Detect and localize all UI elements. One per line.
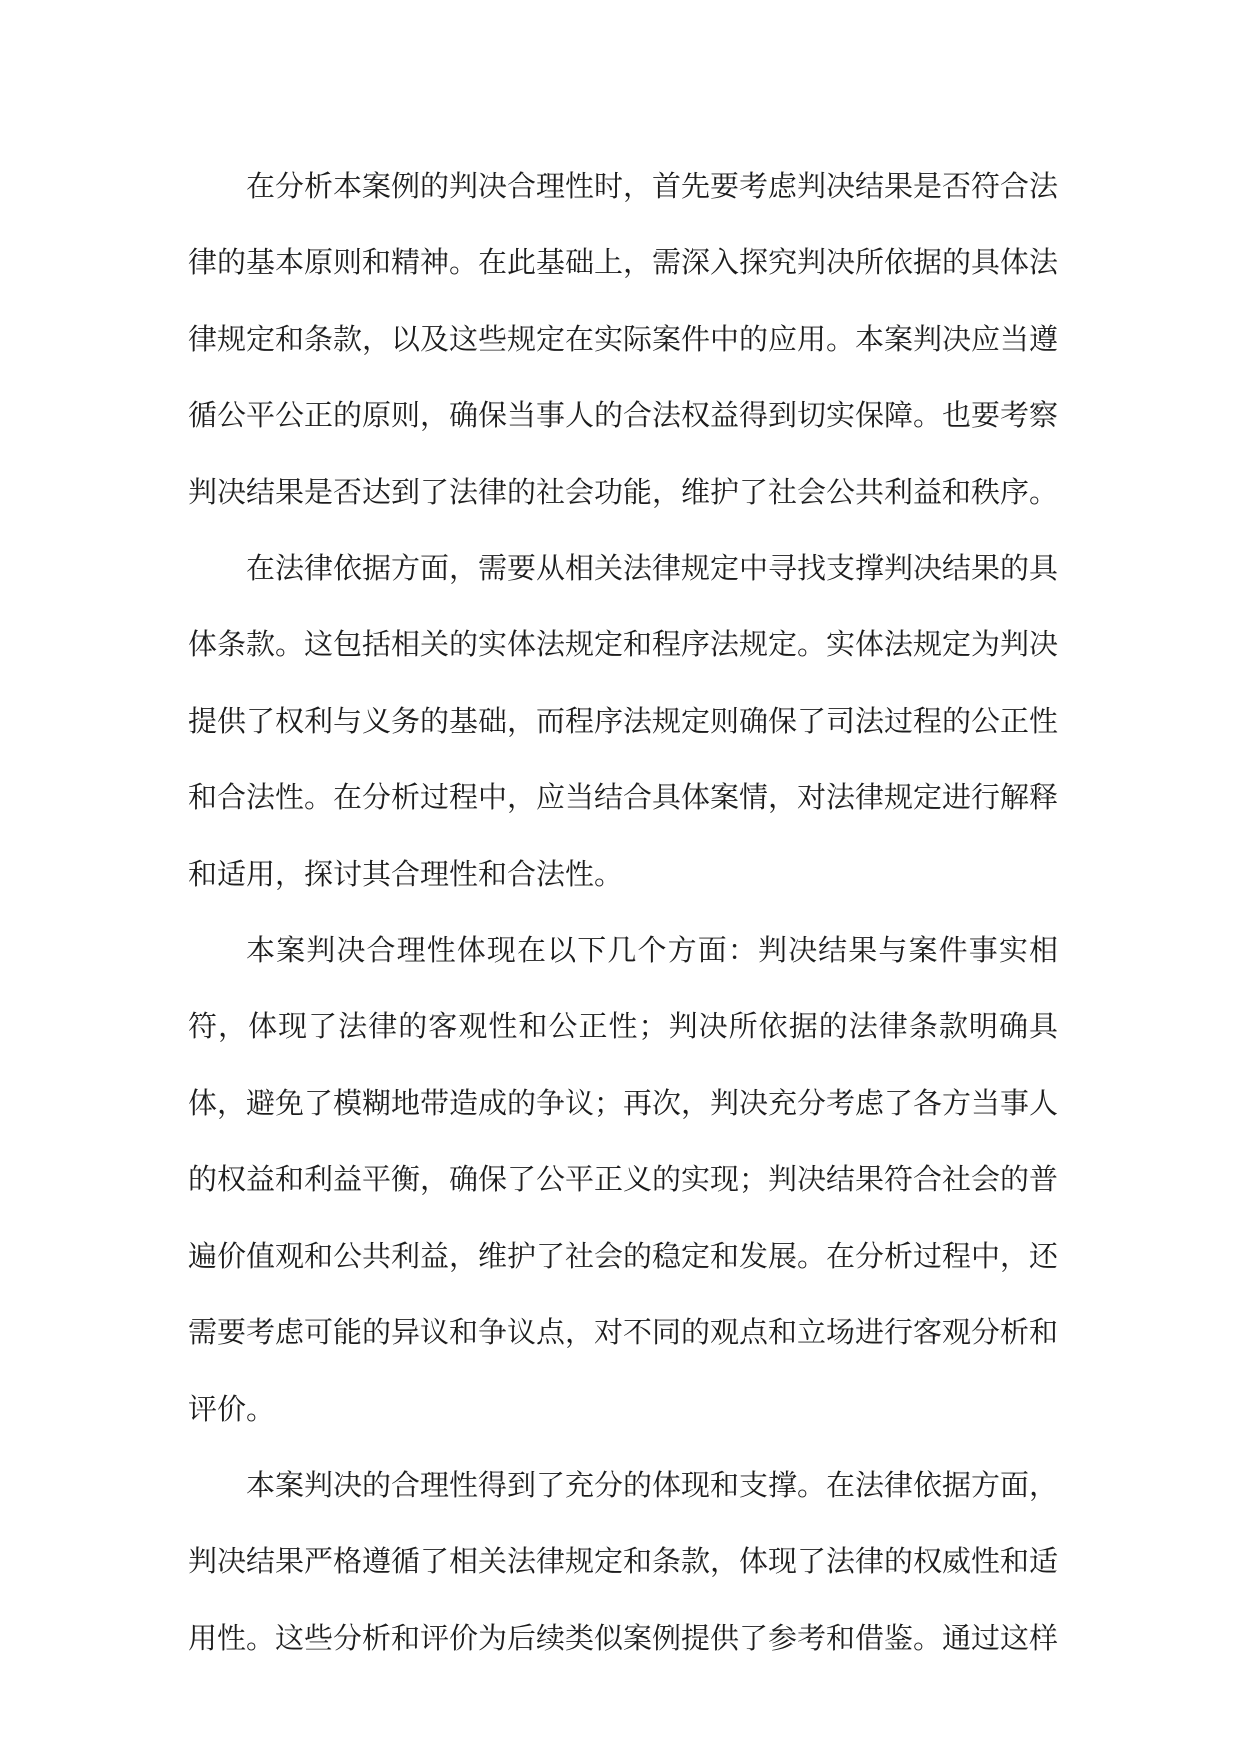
- paragraph-2: 在法律依据方面，需要从相关法律规定中寻找支撑判决结果的具体条款。这包括相关的实体法规定和程序法规定。实体法规定为判决提供了权利与义务的基础，而程序法规定则确保了司法过程的公正性和合法性。在分析过程中，应当结合具体案情，对法律规定进行解释和适用，探讨其合理性和合法性。: [188, 551, 1059, 891]
- paragraph-3: 本案判决合理性体现在以下几个方面：判决结果与案件事实相符，体现了法律的客观性和公正性；判决所依据的法律条款明确具体，避免了模糊地带造成的争议；再次，判决充分考虑了各方当事人的权益和利益平衡，确保了公平正义的实现；判决结果符合社会的普遍价值观和公共利益，维护了社会的稳定和发展。在分析过程中，还需要考虑可能的异议和争议点，对不同的观点和立场进行客观分析和评价。: [188, 933, 1059, 1426]
- paragraph-1: 在分析本案例的判决合理性时，首先要考虑判决结果是否符合法律的基本原则和精神。在此基础上，需深入探究判决所依据的具体法律规定和条款，以及这些规定在实际案件中的应用。本案判决应当遵循公平公正的原则，确保当事人的合法权益得到切实保障。也要考察判决结果是否达到了法律的社会功能，维护了社会公共利益和秩序。: [188, 169, 1059, 509]
- document-body: [188, 148, 1058, 1676]
- paragraph-4: 本案判决的合理性得到了充分的体现和支撑。在法律依据方面，判决结果严格遵循了相关法律规定和条款，体现了法律的权威性和适用性。这些分析和评价为后续类似案例提供了参考和借鉴。通过这样: [188, 1467, 1059, 1655]
